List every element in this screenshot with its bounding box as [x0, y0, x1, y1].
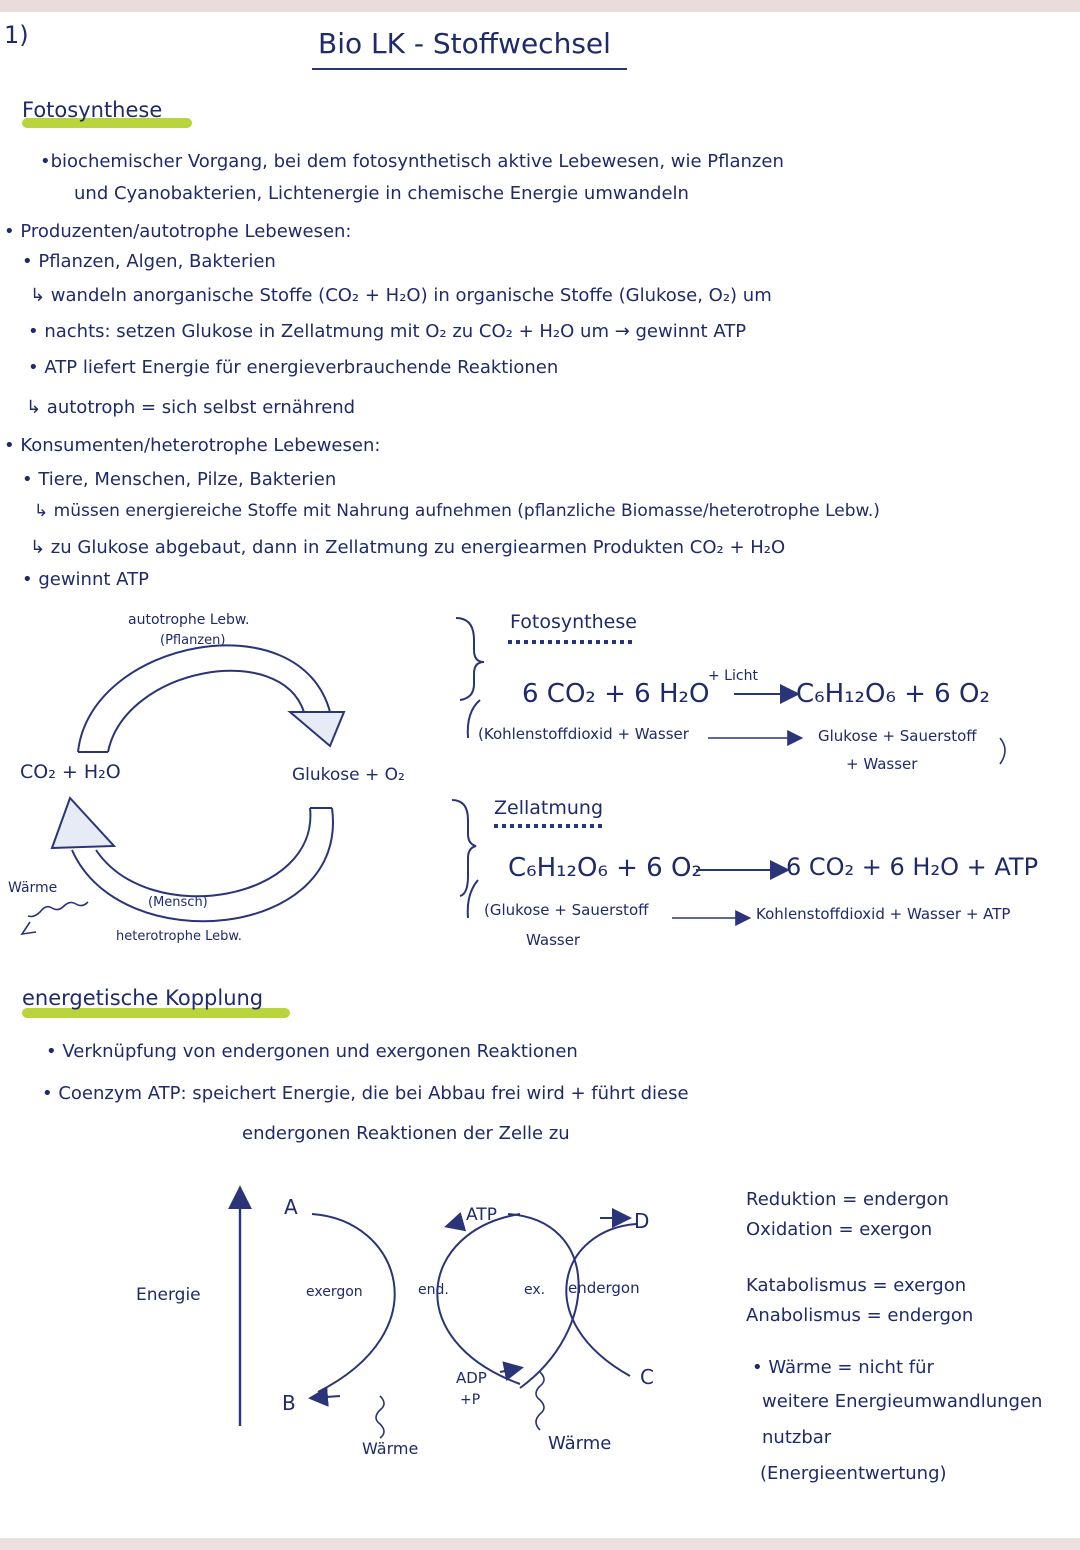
end-label: end.: [418, 1282, 449, 1298]
note-anabolismus: Anabolismus = endergon: [746, 1305, 974, 1326]
definition-line-1: •biochemischer Vorgang, bei dem fotosynthetisch aktive Lebewesen, wie Pflanzen: [40, 151, 784, 172]
note-waerme-1: • Wärme = nicht für: [752, 1357, 934, 1378]
fs-equation-right: C₆H₁₂O₆ + 6 O₂: [796, 679, 990, 709]
licht-label: + Licht: [708, 668, 758, 684]
konsumenten-line-3: ↳ zu Glukose abgebaut, dann in Zellatmung zu energiearmen Produkten CO₂ + H₂O: [30, 537, 786, 558]
kopplung-line-1: • Verknüpfung von endergonen und exergonen Reaktionen: [46, 1041, 578, 1062]
za-brace: [452, 800, 476, 896]
waerme-arrowhead: [22, 922, 36, 934]
cycle-bottom-sub: (Mensch): [148, 895, 208, 910]
cycle-top-sub: (Pflanzen): [160, 633, 226, 648]
ex-label: ex.: [524, 1282, 546, 1298]
cycle-top-arrow: [78, 645, 344, 752]
waerme-squiggle-1: [376, 1396, 384, 1438]
note-waerme-4: (Energieentwertung): [760, 1463, 947, 1484]
note-oxidation: Oxidation = exergon: [746, 1219, 933, 1240]
coupling-curves: [312, 1214, 636, 1398]
za-words-left: (Glukose + Sauerstoff: [484, 901, 649, 919]
fs-equation-title: Fotosynthese: [510, 611, 637, 633]
produzenten-line-4: • ATP liefert Energie für energieverbrauchende Reaktionen: [28, 357, 559, 378]
cycle-left-label: CO₂ + H₂O: [20, 761, 121, 783]
konsumenten-line-1: • Tiere, Menschen, Pilze, Bakterien: [22, 469, 337, 490]
point-d: D: [634, 1209, 650, 1233]
produzenten-heading: • Produzenten/autotrophe Lebewesen:: [4, 221, 352, 242]
note-katabolismus: Katabolismus = exergon: [746, 1275, 967, 1296]
produzenten-line-3: • nachts: setzen Glukose in Zellatmung mit O₂ zu CO₂ + H₂O um → gewinnt ATP: [28, 321, 747, 342]
energie-axis-label: Energie: [136, 1285, 201, 1305]
waerme-label-2: Wärme: [548, 1433, 612, 1454]
adp-label: ADP: [456, 1369, 487, 1387]
note-waerme-2: weitere Energieumwandlungen: [762, 1391, 1043, 1412]
point-c: C: [640, 1365, 654, 1389]
endergon-label: endergon: [568, 1279, 640, 1297]
konsumenten-line-4: • gewinnt ATP: [22, 569, 149, 590]
kopplung-line-3: endergonen Reaktionen der Zelle zu: [242, 1123, 570, 1144]
fs-equation-left: 6 CO₂ + 6 H₂O: [522, 679, 710, 709]
waerme-squiggle: [28, 902, 88, 917]
point-b: B: [282, 1391, 296, 1415]
cycle-right-label: Glukose + O₂: [292, 765, 405, 785]
konsumenten-line-2: ↳ müssen energiereiche Stoffe mit Nahrung aufnehmen (pflanzliche Biomasse/heterotrophe Lebw.): [34, 501, 880, 521]
konsumenten-heading: • Konsumenten/heterotrophe Lebewesen:: [4, 435, 381, 456]
cycle-top-label: autotrophe Lebw.: [128, 612, 250, 628]
page-number: 1): [4, 21, 29, 49]
point-a: A: [284, 1195, 298, 1219]
produzenten-line-2: ↳ wandeln anorganische Stoffe (CO₂ + H₂O) in organische Stoffe (Glukose, O₂) um: [30, 285, 772, 306]
fs-brace: [456, 618, 484, 700]
fs-words-bracket: [1000, 738, 1005, 764]
section-heading-kopplung: energetische Kopplung: [22, 986, 264, 1010]
za-equation-right: 6 CO₂ + 6 H₂O + ATP: [786, 853, 1039, 881]
za-equation-title: Zellatmung: [494, 797, 604, 819]
cycle-bottom-arrow: [52, 798, 333, 921]
produzenten-line-5: ↳ autotroph = sich selbst ernährend: [26, 397, 356, 418]
za-equation-left: C₆H₁₂O₆ + 6 O₂: [508, 853, 702, 883]
definition-line-2: und Cyanobakterien, Lichtenergie in chemische Energie umwandeln: [74, 183, 689, 204]
waerme-label-1: Wärme: [362, 1439, 419, 1458]
waerme-squiggle-2: [536, 1372, 544, 1430]
produzenten-line-1: • Pflanzen, Algen, Bakterien: [22, 251, 276, 272]
page-title: Bio LK - Stoffwechsel: [318, 27, 611, 60]
atp-label: ATP: [466, 1205, 497, 1225]
note-waerme-3: nutzbar: [762, 1427, 832, 1448]
kopplung-line-2: • Coenzym ATP: speichert Energie, die bei Abbau frei wird + führt diese: [42, 1083, 689, 1104]
fs-brace-lower: [468, 700, 480, 738]
exergon-label: exergon: [306, 1284, 363, 1300]
fs-words-right: Glukose + Sauerstoff: [818, 727, 977, 745]
za-words-left-2: Wasser: [526, 931, 581, 949]
phosphate-label: +P: [460, 1392, 481, 1408]
fs-words-right-2: + Wasser: [846, 755, 918, 773]
cycle-waerme-label: Wärme: [8, 880, 58, 896]
note-reduktion: Reduktion = endergon: [746, 1189, 949, 1210]
za-words-right: Kohlenstoffdioxid + Wasser + ATP: [756, 905, 1011, 923]
fs-words-left: (Kohlenstoffdioxid + Wasser: [478, 725, 689, 743]
section-heading-fotosynthese: Fotosynthese: [22, 98, 163, 122]
cycle-bottom-label: heterotrophe Lebw.: [116, 929, 242, 944]
za-brace-lower: [468, 880, 478, 918]
